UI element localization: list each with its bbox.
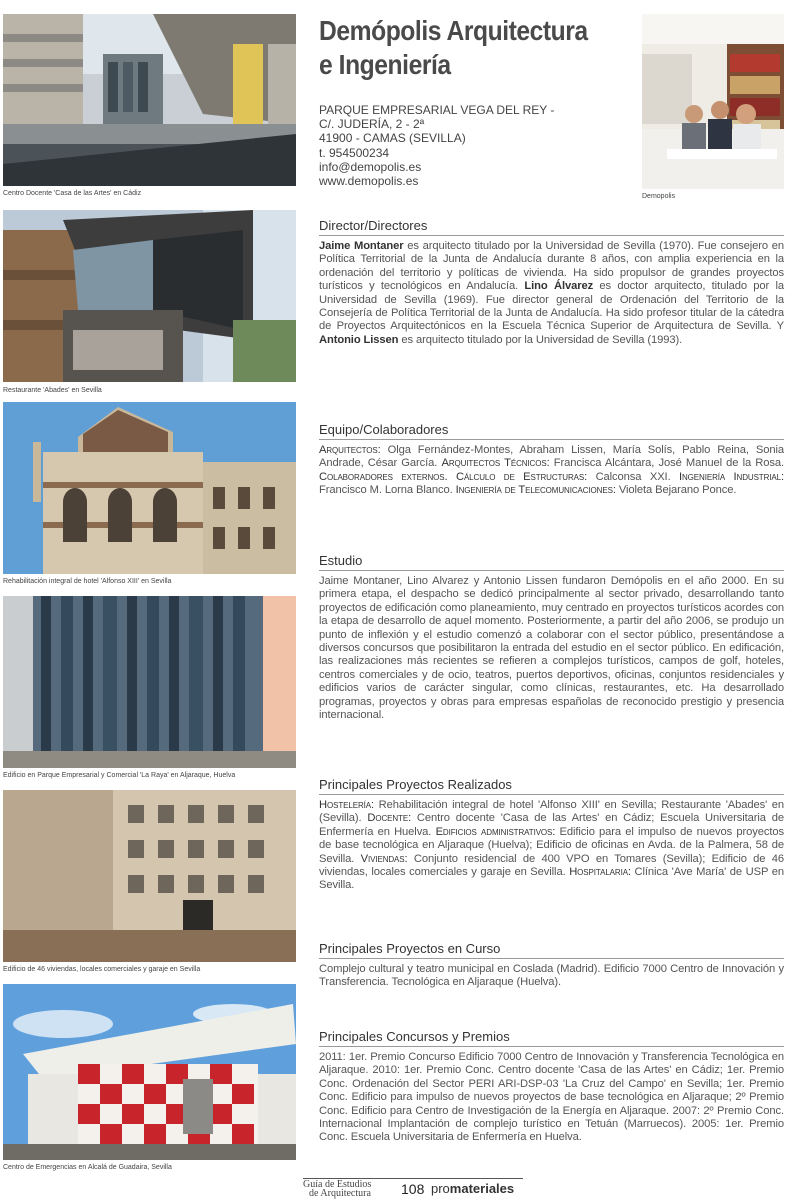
body-text: Calconsa XXI. [587,470,679,483]
photo-team [642,14,784,189]
body-text: Centro docente 'Casa de las Artes' en Cádiz; Escuela Universitaria de Enfermería en Huelva. [319,812,784,838]
section-title: Principales Concursos y Premios [319,1029,784,1047]
photo-caption: Edificio de 46 viviendas, locales comerciales y garaje en Sevilla [3,966,201,973]
section-title: Estudio [319,553,784,571]
category-label: Edificios administrativos: [435,825,556,838]
page-number: 108 [401,1181,425,1197]
body-text: Olga Fernández-Montes, Abraham Lissen, María Solís, Pablo Reina, Sonia Andrade, César García. [319,444,784,470]
section-team [319,422,784,498]
photo-caption: Rehabilitación integral de hotel 'Alfonso XIII' en Sevilla [3,578,172,585]
contact-address [319,103,619,188]
publication-line: de Arquitectura [309,1188,371,1199]
address-line: 41900 - CAMAS (SEVILLA) [319,131,466,146]
title-line: Demópolis Arquitectura [319,15,588,46]
role-label: Arquitectos Técnicos: [441,457,550,470]
page-footer [303,1178,523,1198]
photo-caption: Demopolis [642,193,676,200]
photo-caption: Edificio en Parque Empresarial y Comercial 'La Raya' en Aljaraque, Huelva [3,772,236,779]
photo-caption: Centro de Emergencias en Alcalá de Guadaira, Sevilla [3,1164,172,1171]
section-projects-current [319,941,784,990]
director-name: Jaime Montaner [319,240,404,252]
email-link[interactable]: info@demopolis.es [319,159,422,174]
category-label: Hospitalaria: [569,866,631,879]
phone: t. 954500234 [319,145,390,160]
section-body [319,444,784,498]
role-label: Arquitectos: [319,444,381,456]
photo-restaurante-abades [3,210,296,382]
body-text: es arquitecto titulado por la Universidad de Sevilla (1993). [398,333,683,346]
section-directors [319,218,784,347]
photo-hotel-alfonso-xiii [3,402,296,574]
address-line: C/. JUDERÍA, 2 - 2ª [319,117,425,132]
role-label: Ingeniería de Telecomunicaciones: [455,484,616,497]
role-label: Ingeniería Industrial: [679,470,784,483]
section-awards [319,1029,784,1145]
section-projects-done [319,777,784,893]
role-label: Colaboradores externos. Cálculo de Estructuras: [319,470,588,483]
body-text: es doctor arquitecto, titulado por la Universidad de Sevilla (1969). Fue director general de Ordenación del Territorio de la Consejería de Política Territorial de la Junta de Andalucía. Ha sido profesor titular de la cátedra de Proyectos Arquitectónicos en la Escuela Técnica Superior de Arquitectura de Sevilla. Y [319,280,784,333]
section-title: Equipo/Colaboradores [319,422,784,440]
brand-suffix: materiales [449,1181,515,1196]
website-link[interactable]: www.demopolis.es [319,174,419,189]
brand-logo [431,1181,514,1196]
category-label: Hostelería: [319,799,374,811]
photo-caption: Centro Docente 'Casa de las Artes' en Cádiz [3,190,142,197]
section-body [319,240,784,347]
section-title: Principales Proyectos en Curso [319,941,784,959]
director-name: Lino Álvarez [524,280,594,293]
title-line: e Ingeniería [319,49,451,80]
photo-casa-de-las-artes [3,14,296,186]
section-title: Principales Proyectos Realizados [319,777,784,795]
section-body: 2011: 1er. Premio Concurso Edificio 7000 Centro de Innovación y Transferencia Tecnológica en Aljaraque. 2010: 1er. Premio Conc. Centro docente 'Casa de las Artes' en Cádiz; 1er. Premio Conc. Ordenación del Sector PERI ARI-DSP-03 'La Cruz del Campo' en Sevilla; 1er. Premio Conc. Edificio para impulso de nuevos proyectos de base tecnológica en Aljaraque; 2º Premio Conc. Edificio para Centro de Investigación de la Energía en Aljaraque. 2007: 2º Premio Conc. Internacional Implantación de complejo turístico en Tetuán (Marruecos). 2005: 1er. Premio Conc. Escuela Universitaria de Enfermería en Huelva. [319,1051,784,1144]
publication-name [303,1180,371,1198]
section-title: Director/Directores [319,218,784,236]
section-body: Jaime Montaner, Lino Alvarez y Antonio Lissen fundaron Demópolis en el año 2000. En su primera etapa, el despacho se dedicó principalmente al sector privado, desarrollando tanto proyectos de edificación como planeamiento, muy centrado en proyectos turísticos acordes con la etapa de desarrollo de aquel momento. Posteriormente, a partir del año 2006, se produjo un punto de inflexión y el estudio comenzó a colaborar con el sector público, presentándose a diversos concursos que posibilitaron la entrada del estudio en el sector público. En edificación, las realizaciones más recientes se refieren a complejos turísticos, campos de golf, hoteles, centros comerciales y de ocio, teatros, puertos deportivos, oficinas, conjuntos residenciales y edificios varios de carácter singular, como clínicas, restaurantes, etc. Ha desarrollado programas, proyectos y obras para empresas españolas de reconocido prestigio y presencia internacional. [319,575,784,722]
section-body [319,799,784,893]
section-studio [319,553,784,722]
body-text: Francisco M. Lorna Blanco. [319,484,456,497]
director-name: Antonio Lissen [319,333,399,346]
body-text: Rehabilitación integral de hotel 'Alfonso XIII' en Sevilla; Restaurante 'Abades' en (Sevilla). [319,799,784,825]
publication-line: Guía de Estudios [303,1179,372,1190]
photo-parque-la-raya [3,596,296,768]
photo-centro-emergencias [3,984,296,1160]
body-text: Edificio para el impulso de nuevos proyectos de base tecnológica en Aljaraque (Huelva); Edificio de oficinas en Avda. de la Palmera, 58 de Sevilla. [319,825,784,865]
body-text: Francisca Alcántara, José Manuel de la Rosa. [549,457,784,470]
body-text: es arquitecto titulado por la Universidad de Sevilla (1970). Fue consejero en Política Territorial de la Junta de Andalucía durante 8 años, con amplia experiencia en la ordenación del territorio y políticas de vivienda. Ha sido propulsor de grandes proyectos turísticos y tecnológicos en Andalucía. [319,240,784,293]
photo-46-viviendas [3,790,296,962]
body-text: Violeta Bejarano Ponce. [615,484,737,497]
category-label: Viviendas: [360,852,408,865]
photo-caption: Restaurante 'Abades' en Sevilla [3,387,102,394]
section-body: Complejo cultural y teatro municipal en Coslada (Madrid). Edificio 7000 Centro de Innovación y Transferencia. Tecnológica en Aljaraque (Huelva). [319,963,784,989]
brand-prefix: pro [431,1181,450,1196]
body-text: Clínica 'Ave María' de USP en Sevilla. [319,866,784,892]
address-line: PARQUE EMPRESARIAL VEGA DEL REY - [319,103,555,117]
body-text: Conjunto residencial de 400 VPO en Tomares (Sevilla); Edificio de 46 viviendas, locales comerciales y garaje en Sevilla. [319,852,784,879]
category-label: Docente: [367,812,412,825]
page-title [319,14,601,82]
